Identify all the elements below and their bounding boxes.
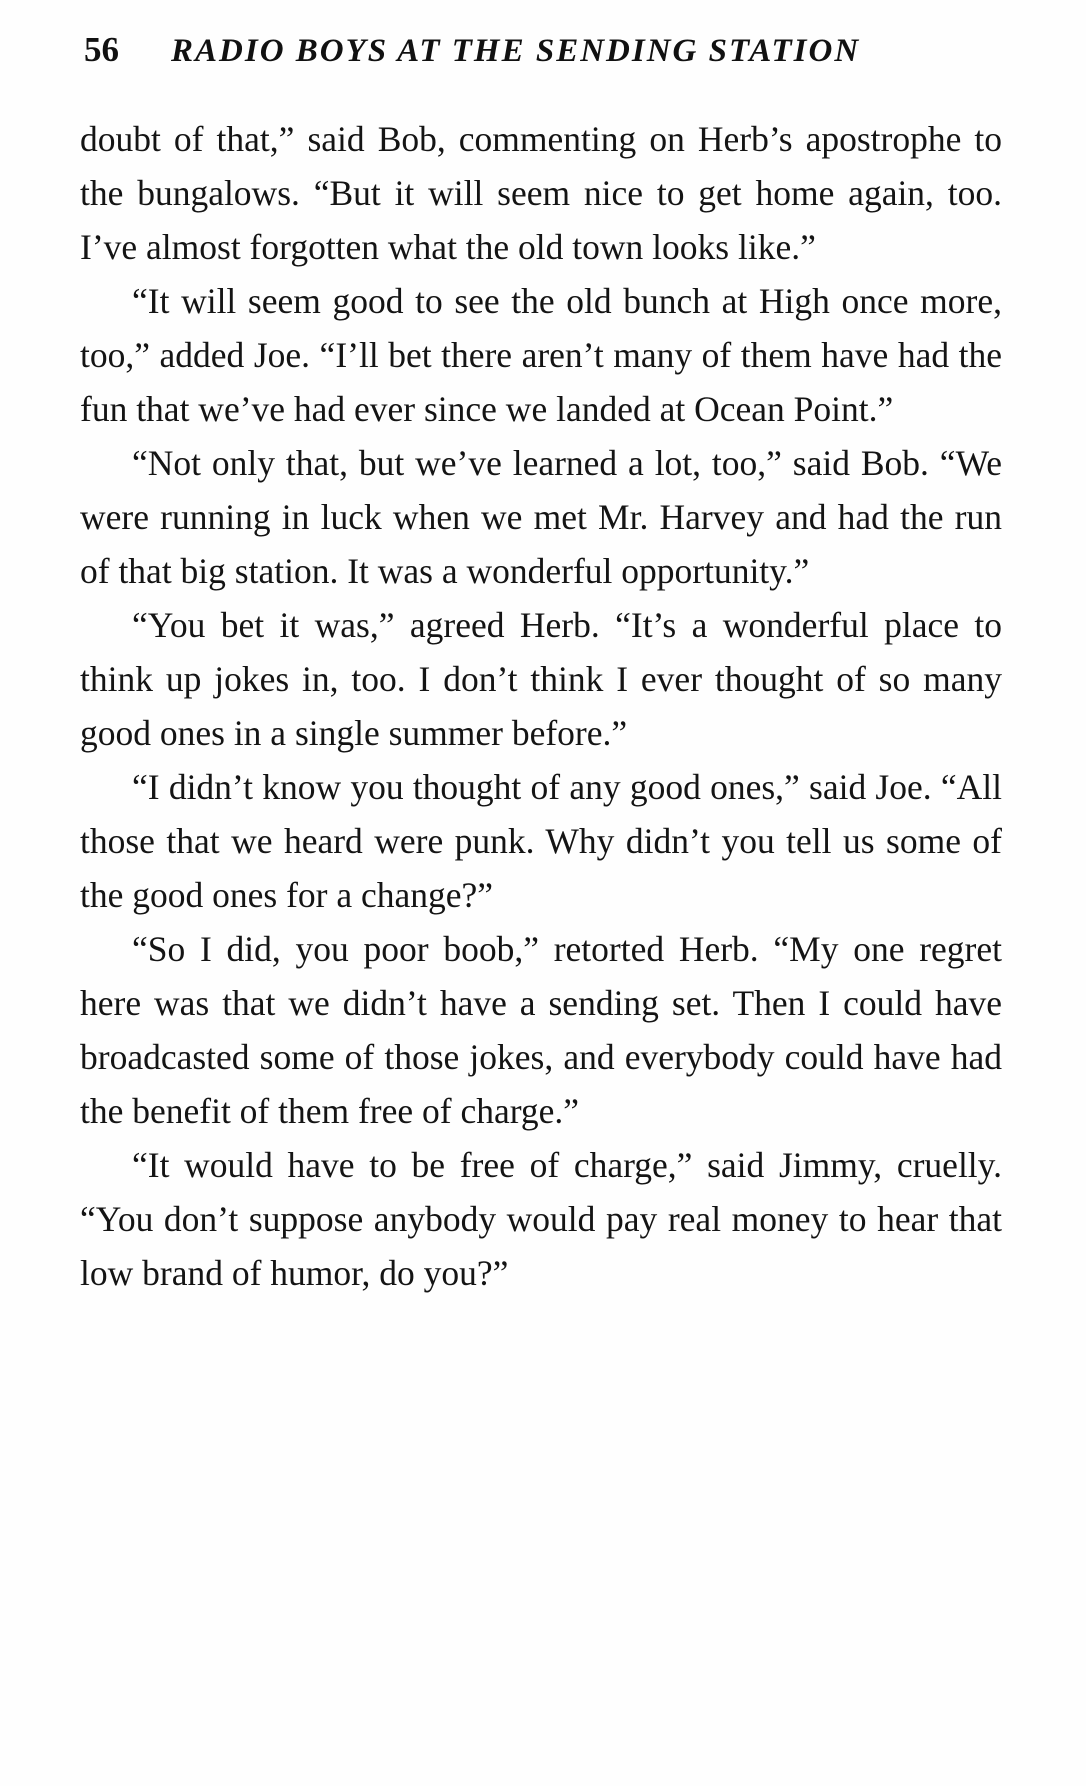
page-header: [84, 30, 1004, 70]
paragraph: “You bet it was,” agreed Herb. “It’s a wonderful place to think up jokes in, too. I don’t think I ever thought of so many good ones in a single summer before.”: [80, 605, 1002, 753]
paragraph: “It would have to be free of charge,” said Jimmy, cruelly. “You don’t suppose anybody would pay real money to hear that low brand of humor, do you?”: [80, 1145, 1002, 1293]
paragraph: doubt of that,” said Bob, commenting on Herb’s apostrophe to the bungalows. “But it will seem nice to get home again, too. I’ve almost forgotten what the old town looks like.”: [80, 119, 1002, 267]
paragraph: “It will seem good to see the old bunch at High once more, too,” added Joe. “I’ll bet there aren’t many of them have had the fun that we’ve had ever since we landed at Ocean Point.”: [80, 281, 1002, 429]
page-body: [80, 112, 1002, 1300]
paragraph: “I didn’t know you thought of any good ones,” said Joe. “All those that we heard were punk. Why didn’t you tell us some of the good ones for a change?”: [80, 767, 1002, 915]
running-head-title: RADIO BOYS AT THE SENDING STATION: [171, 33, 861, 69]
paragraph: “Not only that, but we’ve learned a lot, too,” said Bob. “We were running in luck when we met Mr. Harvey and had the run of that big station. It was a wonderful opportunity.”: [80, 443, 1002, 591]
page-number: 56: [84, 30, 119, 69]
paragraph: “So I did, you poor boob,” retorted Herb. “My one regret here was that we didn’t have a sending set. Then I could have broadcasted some of those jokes, and everybody could have had the benefit of them free of charge.”: [80, 929, 1002, 1131]
